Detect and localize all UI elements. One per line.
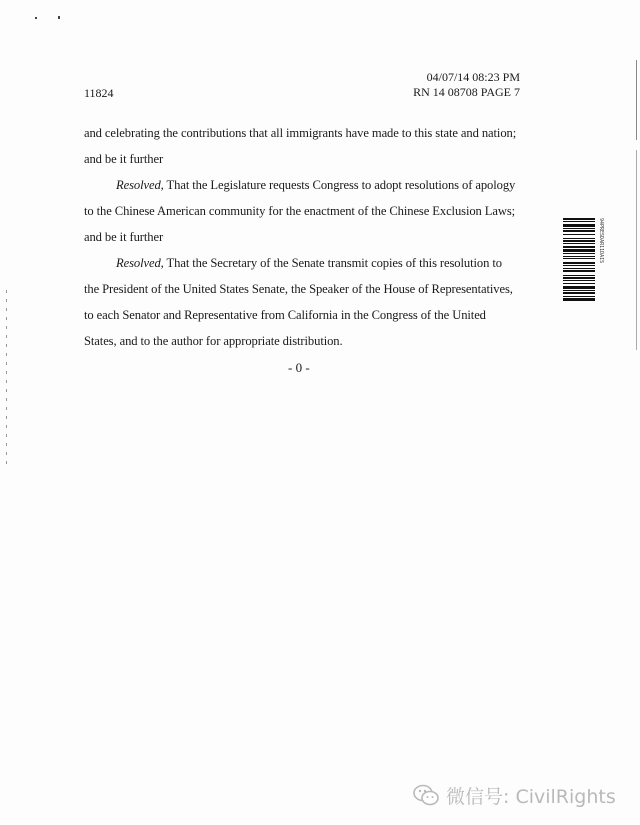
scan-speck <box>58 16 60 19</box>
barcode <box>563 218 595 332</box>
page-header-right <box>408 70 520 100</box>
header-datetime: 04/07/14 08:23 PM <box>426 70 520 84</box>
resolved-word: Resolved, <box>116 178 164 192</box>
scan-speck <box>35 17 37 19</box>
body-line: to the Chinese American community for the enactment of the Chinese Exclusion Laws; <box>84 204 516 218</box>
resolution-paragraph-1 <box>84 172 524 250</box>
scan-margin-ticks <box>5 290 9 470</box>
bill-number: 11824 <box>84 86 114 100</box>
wechat-icon <box>412 783 440 807</box>
resolution-first-line <box>84 250 524 276</box>
wechat-watermark <box>412 780 616 810</box>
paragraph-continuation <box>84 120 524 172</box>
resolution-first-line <box>84 172 524 198</box>
page-end-marker: - 0 - <box>288 360 310 375</box>
body-line: and celebrating the contributions that all immigrants have made to this state and nation; <box>84 126 517 140</box>
body-line: to each Senator and Representative from California in the Congress of the United <box>84 308 486 322</box>
watermark-text: 微信号: CivilRights <box>446 785 616 808</box>
body-line: the President of the United States Senate, the Speaker of the House of Representatives, <box>84 282 513 296</box>
body-line: and be it further <box>84 152 164 166</box>
barcode-caption: 94PRESDAR11DAIS <box>598 218 604 264</box>
resolution-paragraph-2 <box>84 250 524 354</box>
header-reference: RN 14 08708 PAGE 7 <box>413 85 520 99</box>
body-line: and be it further <box>84 230 164 244</box>
scan-edge-line <box>636 0 638 400</box>
body-line: That the Secretary of the Senate transmit copies of this resolution to <box>166 256 502 270</box>
resolved-word: Resolved, <box>116 256 164 270</box>
body-line: States, and to the author for appropriate distribution. <box>84 334 343 348</box>
body-line: That the Legislature requests Congress to adopt resolutions of apology <box>166 178 516 192</box>
